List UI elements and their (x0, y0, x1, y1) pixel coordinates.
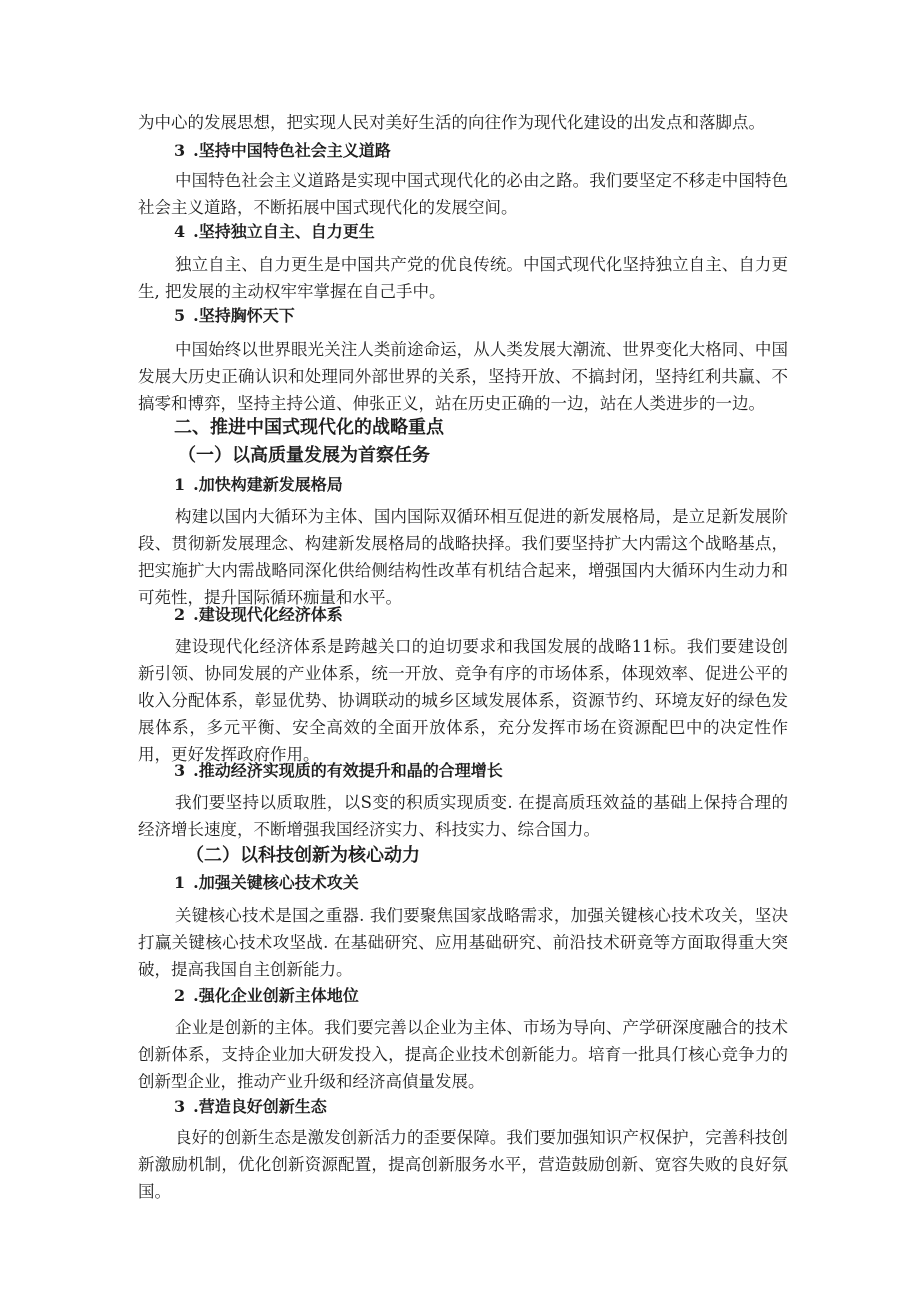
paragraph: 建设现代化经济体系是跨越关口的迫切要求和我国发展的战略11标。我们要建设创新引领、协同发展的产业体系，统一开放、竞争有序的市场体系，体现效率、促进公平的收入分配体系，彰显优势、协调联动的城乡区域发展体系，资源节约、环境友好的绿色发展体系，多元平衡、安全高效的全面开放体系，充分发挥市场在资源配巴中的决定性作用，更好发挥政府作用。 (138, 637, 788, 764)
paragraph: 良好的创新生态是激发创新活力的歪要保障。我们要加强知识产权保护，完善科技创新激励机制，优化创新资源配置，提高创新服务水平，营造鼓励创新、宽容失败的良好氛国。 (138, 1128, 788, 1201)
subheading-3: 3 .坚持中国特色社会主义道路 (174, 141, 391, 160)
paragraph: 独立自主、自力更生是中国共产党的优良传统。中国式现代化坚持独立自主、自力更生, 把发展的主动权牢牢掌握在自己手中。 (138, 255, 788, 301)
subsection-heading-2: （二）以科技创新为核心动力 (186, 845, 420, 866)
section-heading: 二、推进中国式现代化的战略重点 (174, 417, 444, 438)
paragraph: 中国始终以世界眼光关注人类前途命运，从人类发展大潮流、世界变化大格同、中国发展大历史正确认识和处理同外部世界的关系，坚持开放、不搞封闭，坚持红利共赢、不搞零和博弈，坚持主持公道、伸张正义，站在历史正确的一边，站在人类进步的一边。 (138, 340, 788, 413)
paragraph: 中国特色社会主义道路是实现中国式现代化的必由之路。我们要坚定不移走中国特色社会主义道路，不断拓展中国式现代化的发展空间。 (138, 171, 788, 217)
paragraph: 构建以国内大循环为主体、国内国际双循环相互促进的新发展格局，是立足新发展阶段、贯彻新发展理念、构建新发展格局的战略抉择。我们要坚持扩大内需这个战略基点，把实施扩大内需战略同深化供给侧结构性改革有机结合起来，增强国内大循环内生动力和可苑性，提升国际循环痂量和水平。 (138, 507, 788, 607)
paragraph: 企业是创新的主体。我们要完善以企业为主体、市场为导向、产学研深度融合的技术创新体系，支持企业加大研发投入，提高企业技术创新能力。培育一批具仃核心竞争力的创新型企业，推动产业升级和经济高偵量发展。 (138, 1018, 788, 1091)
subsection-heading-1: （一）以高质量发展为首察任务 (178, 445, 430, 466)
subheading-4: 4 .坚持独立自主、自力更生 (174, 222, 375, 241)
subheading-2b: 2 .强化企业创新主体地位 (174, 986, 359, 1005)
subheading-2: 2 .建设现代化经济体系 (174, 605, 343, 624)
paragraph-continuation: 为中心的发展思想，把实现人民对美好生活的向往作为现代化建设的出发点和落脚点。 (138, 113, 765, 132)
subheading-3c: 3 .营造良好创新生态 (174, 1097, 327, 1116)
paragraph: 关键核心技术是国之重器. 我们要聚焦国家战略需求，加强关键核心技术攻关，坚决打赢关键核心技术攻坚战. 在基础研究、应用基础研究、前沿技术研竟等方面取得重大突破，提高我国自主创新能力。 (138, 906, 788, 979)
subheading-3b: 3 .推动经济实现质的有效提升和晶的合理增长 (174, 761, 503, 780)
subheading-1b: 1 .加强关键核心技术攻关 (174, 873, 359, 892)
paragraph: 我们要坚持以质取胜，以S变的积质实现质变. 在提高质珏效益的基础上保持合理的经济增长速度，不断增强我国经济实力、科技实力、综合国力。 (138, 793, 788, 839)
subheading-1: 1 .加快构建新发展格局 (174, 475, 343, 494)
subheading-5: 5 .坚持胸怀天下 (174, 306, 295, 325)
